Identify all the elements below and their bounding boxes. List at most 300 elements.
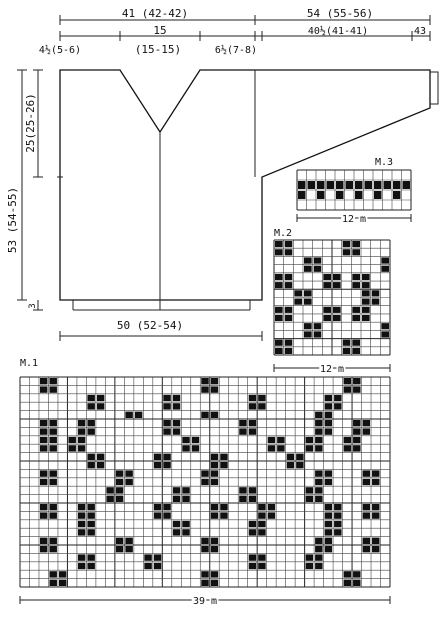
filled-stitch-cell (365, 181, 373, 189)
filled-stitch-cell (344, 571, 351, 577)
filled-stitch-cell (325, 521, 332, 527)
filled-stitch-cell (393, 181, 401, 189)
filled-stitch-cell (49, 470, 56, 476)
filled-stitch-cell (87, 529, 94, 535)
filled-stitch-cell (154, 462, 161, 468)
filled-stitch-cell (343, 249, 351, 255)
filled-stitch-cell (268, 504, 275, 510)
filled-stitch-cell (352, 307, 360, 313)
filled-stitch-cell (325, 479, 332, 485)
filled-stitch-cell (353, 571, 360, 577)
filled-stitch-cell (355, 191, 363, 199)
filled-stitch-cell (372, 546, 379, 552)
filled-stitch-cell (317, 181, 325, 189)
filled-stitch-cell (201, 479, 208, 485)
filled-stitch-cell (211, 538, 218, 544)
filled-stitch-cell (362, 290, 370, 296)
filled-stitch-cell (192, 445, 199, 451)
filled-stitch-cell (97, 403, 104, 409)
filled-stitch-cell (211, 462, 218, 468)
filled-stitch-cell (325, 428, 332, 434)
filled-stitch-cell (353, 420, 360, 426)
filled-stitch-cell (314, 323, 322, 329)
filled-stitch-cell (258, 521, 265, 527)
filled-stitch-cell (68, 437, 75, 443)
filled-stitch-cell (381, 266, 389, 272)
filled-stitch-cell (163, 395, 170, 401)
filled-stitch-cell (258, 504, 265, 510)
filled-stitch-cell (325, 420, 332, 426)
filled-stitch-cell (268, 437, 275, 443)
filled-stitch-cell (87, 428, 94, 434)
filled-stitch-cell (49, 512, 56, 518)
filled-stitch-cell (87, 403, 94, 409)
filled-stitch-cell (275, 282, 283, 288)
filled-stitch-cell (314, 257, 322, 263)
filled-stitch-cell (393, 191, 401, 199)
filled-stitch-cell (323, 274, 331, 280)
filled-stitch-cell (285, 274, 293, 280)
filled-stitch-cell (220, 504, 227, 510)
filled-stitch-cell (106, 496, 113, 502)
filled-stitch-cell (249, 395, 256, 401)
filled-stitch-cell (362, 282, 370, 288)
filled-stitch-cell (78, 445, 85, 451)
filled-stitch-cell (97, 454, 104, 460)
filled-stitch-cell (363, 420, 370, 426)
filled-stitch-cell (362, 274, 370, 280)
filled-stitch-cell (315, 479, 322, 485)
filled-stitch-cell (154, 563, 161, 569)
filled-stitch-cell (201, 386, 208, 392)
filled-stitch-cell (277, 437, 284, 443)
filled-stitch-cell (40, 428, 47, 434)
filled-stitch-cell (201, 470, 208, 476)
filled-stitch-cell (78, 521, 85, 527)
filled-stitch-cell (249, 529, 256, 535)
filled-stitch-cell (344, 378, 351, 384)
filled-stitch-cell (355, 181, 363, 189)
filled-stitch-cell (306, 487, 313, 493)
filled-stitch-cell (275, 274, 283, 280)
filled-stitch-cell (249, 554, 256, 560)
filled-stitch-cell (135, 412, 142, 418)
filled-stitch-cell (125, 538, 132, 544)
filled-stitch-cell (372, 504, 379, 510)
filled-stitch-cell (87, 504, 94, 510)
filled-stitch-cell (325, 395, 332, 401)
filled-stitch-cell (352, 241, 360, 247)
filled-stitch-cell (285, 340, 293, 346)
neck-width-alt-label: (15-15) (134, 43, 182, 56)
filled-stitch-cell (211, 504, 218, 510)
filled-stitch-cell (304, 323, 312, 329)
body-width-label: 50 (52-54) (116, 319, 184, 332)
filled-stitch-cell (304, 257, 312, 263)
filled-stitch-cell (249, 563, 256, 569)
filled-stitch-cell (352, 315, 360, 321)
filled-stitch-cell (40, 538, 47, 544)
filled-stitch-cell (49, 445, 56, 451)
filled-stitch-cell (201, 546, 208, 552)
filled-stitch-cell (363, 479, 370, 485)
filled-stitch-cell (344, 580, 351, 586)
chart-m2 (274, 240, 390, 355)
filled-stitch-cell (323, 282, 331, 288)
filled-stitch-cell (220, 462, 227, 468)
filled-stitch-cell (49, 428, 56, 434)
filled-stitch-cell (334, 521, 341, 527)
filled-stitch-cell (125, 412, 132, 418)
filled-stitch-cell (116, 487, 123, 493)
filled-stitch-cell (325, 403, 332, 409)
filled-stitch-cell (362, 307, 370, 313)
filled-stitch-cell (268, 445, 275, 451)
filled-stitch-cell (211, 512, 218, 518)
filled-stitch-cell (49, 504, 56, 510)
filled-stitch-cell (173, 487, 180, 493)
filled-stitch-cell (173, 428, 180, 434)
filled-stitch-cell (173, 529, 180, 535)
filled-stitch-cell (287, 462, 294, 468)
cuff-label: 43 (413, 26, 427, 37)
filled-stitch-cell (59, 571, 66, 577)
filled-stitch-cell (49, 571, 56, 577)
filled-stitch-cell (304, 299, 312, 305)
filled-stitch-cell (201, 571, 208, 577)
filled-stitch-cell (211, 580, 218, 586)
filled-stitch-cell (314, 331, 322, 337)
filled-stitch-cell (275, 340, 283, 346)
chart-m3-width-label: 12 m (341, 214, 367, 225)
filled-stitch-cell (374, 191, 382, 199)
filled-stitch-cell (315, 420, 322, 426)
chart-m2-title: M.2 (274, 228, 293, 239)
filled-stitch-cell (40, 546, 47, 552)
filled-stitch-cell (333, 315, 341, 321)
filled-stitch-cell (285, 307, 293, 313)
filled-stitch-cell (353, 428, 360, 434)
chart-m3 (297, 170, 411, 210)
sleeve-main-label: 40½(41-41) (307, 26, 369, 37)
filled-stitch-cell (363, 512, 370, 518)
filled-stitch-cell (78, 504, 85, 510)
filled-stitch-cell (211, 546, 218, 552)
filled-stitch-cell (68, 445, 75, 451)
filled-stitch-cell (315, 563, 322, 569)
filled-stitch-cell (258, 512, 265, 518)
filled-stitch-cell (116, 546, 123, 552)
filled-stitch-cell (201, 412, 208, 418)
filled-stitch-cell (304, 290, 312, 296)
chart-m1-title: M.1 (20, 358, 39, 369)
filled-stitch-cell (285, 348, 293, 354)
filled-stitch-cell (384, 181, 392, 189)
filled-stitch-cell (381, 257, 389, 263)
filled-stitch-cell (211, 386, 218, 392)
filled-stitch-cell (163, 428, 170, 434)
filled-stitch-cell (304, 266, 312, 272)
filled-stitch-cell (323, 315, 331, 321)
filled-stitch-cell (144, 563, 151, 569)
filled-stitch-cell (87, 554, 94, 560)
filled-stitch-cell (163, 512, 170, 518)
filled-stitch-cell (87, 395, 94, 401)
body-length-label: 53 (54-55) (6, 186, 19, 254)
filled-stitch-cell (334, 504, 341, 510)
filled-stitch-cell (78, 529, 85, 535)
filled-stitch-cell (343, 340, 351, 346)
top-total-label: 41 (42-42) (121, 7, 189, 20)
filled-stitch-cell (59, 580, 66, 586)
filled-stitch-cell (87, 512, 94, 518)
filled-stitch-cell (258, 554, 265, 560)
filled-stitch-cell (116, 496, 123, 502)
filled-stitch-cell (49, 538, 56, 544)
filled-stitch-cell (173, 395, 180, 401)
filled-stitch-cell (258, 403, 265, 409)
filled-stitch-cell (306, 496, 313, 502)
filled-stitch-cell (308, 181, 316, 189)
filled-stitch-cell (298, 191, 306, 199)
filled-stitch-cell (336, 181, 344, 189)
filled-stitch-cell (182, 437, 189, 443)
chart-m1-width-label: 39 m (192, 596, 218, 607)
filled-stitch-cell (211, 378, 218, 384)
filled-stitch-cell (277, 445, 284, 451)
filled-stitch-cell (78, 563, 85, 569)
filled-stitch-cell (363, 546, 370, 552)
filled-stitch-cell (40, 504, 47, 510)
filled-stitch-cell (97, 462, 104, 468)
filled-stitch-cell (182, 496, 189, 502)
filled-stitch-cell (333, 282, 341, 288)
filled-stitch-cell (49, 580, 56, 586)
chart-m2-width-label: 12 m (319, 364, 345, 375)
filled-stitch-cell (201, 580, 208, 586)
filled-stitch-cell (381, 323, 389, 329)
filled-stitch-cell (163, 420, 170, 426)
filled-stitch-cell (154, 512, 161, 518)
filled-stitch-cell (363, 538, 370, 544)
filled-stitch-cell (87, 521, 94, 527)
filled-stitch-cell (315, 428, 322, 434)
filled-stitch-cell (87, 462, 94, 468)
filled-stitch-cell (372, 290, 380, 296)
filled-stitch-cell (333, 307, 341, 313)
filled-stitch-cell (325, 470, 332, 476)
filled-stitch-cell (275, 249, 283, 255)
filled-stitch-cell (296, 462, 303, 468)
filled-stitch-cell (285, 282, 293, 288)
filled-stitch-cell (49, 437, 56, 443)
filled-stitch-cell (336, 191, 344, 199)
filled-stitch-cell (314, 266, 322, 272)
filled-stitch-cell (40, 512, 47, 518)
filled-stitch-cell (163, 454, 170, 460)
filled-stitch-cell (97, 395, 104, 401)
filled-stitch-cell (154, 504, 161, 510)
filled-stitch-cell (144, 554, 151, 560)
filled-stitch-cell (87, 420, 94, 426)
filled-stitch-cell (182, 445, 189, 451)
filled-stitch-cell (239, 420, 246, 426)
filled-stitch-cell (173, 521, 180, 527)
filled-stitch-cell (78, 420, 85, 426)
filled-stitch-cell (249, 487, 256, 493)
filled-stitch-cell (374, 181, 382, 189)
filled-stitch-cell (325, 512, 332, 518)
filled-stitch-cell (258, 395, 265, 401)
filled-stitch-cell (211, 412, 218, 418)
filled-stitch-cell (116, 470, 123, 476)
filled-stitch-cell (325, 529, 332, 535)
filled-stitch-cell (192, 437, 199, 443)
filled-stitch-cell (352, 340, 360, 346)
filled-stitch-cell (78, 437, 85, 443)
filled-stitch-cell (353, 386, 360, 392)
filled-stitch-cell (239, 487, 246, 493)
filled-stitch-cell (344, 437, 351, 443)
filled-stitch-cell (211, 479, 218, 485)
filled-stitch-cell (346, 181, 354, 189)
filled-stitch-cell (40, 386, 47, 392)
filled-stitch-cell (334, 512, 341, 518)
filled-stitch-cell (285, 315, 293, 321)
filled-stitch-cell (344, 386, 351, 392)
filled-stitch-cell (275, 241, 283, 247)
filled-stitch-cell (40, 479, 47, 485)
filled-stitch-cell (343, 241, 351, 247)
filled-stitch-cell (352, 274, 360, 280)
filled-stitch-cell (239, 428, 246, 434)
filled-stitch-cell (372, 470, 379, 476)
filled-stitch-cell (325, 412, 332, 418)
filled-stitch-cell (372, 299, 380, 305)
filled-stitch-cell (315, 437, 322, 443)
filled-stitch-cell (372, 538, 379, 544)
filled-stitch-cell (296, 454, 303, 460)
filled-stitch-cell (353, 580, 360, 586)
filled-stitch-cell (173, 496, 180, 502)
filled-stitch-cell (275, 307, 283, 313)
filled-stitch-cell (306, 563, 313, 569)
filled-stitch-cell (49, 479, 56, 485)
filled-stitch-cell (87, 454, 94, 460)
neck-width-label: 15 (153, 24, 167, 37)
filled-stitch-cell (362, 299, 370, 305)
filled-stitch-cell (163, 504, 170, 510)
filled-stitch-cell (220, 454, 227, 460)
filled-stitch-cell (323, 307, 331, 313)
filled-stitch-cell (306, 554, 313, 560)
filled-stitch-cell (173, 403, 180, 409)
filled-stitch-cell (315, 487, 322, 493)
filled-stitch-cell (334, 403, 341, 409)
filled-stitch-cell (201, 378, 208, 384)
filled-stitch-cell (325, 546, 332, 552)
filled-stitch-cell (78, 512, 85, 518)
filled-stitch-cell (40, 378, 47, 384)
filled-stitch-cell (285, 249, 293, 255)
filled-stitch-cell (325, 538, 332, 544)
filled-stitch-cell (154, 454, 161, 460)
filled-stitch-cell (220, 512, 227, 518)
filled-stitch-cell (352, 282, 360, 288)
filled-stitch-cell (353, 378, 360, 384)
filled-stitch-cell (258, 563, 265, 569)
filled-stitch-cell (315, 546, 322, 552)
sleeve-length-label: 54 (55-56) (306, 7, 374, 20)
chart-m3-title: M.3 (375, 157, 394, 168)
filled-stitch-cell (239, 496, 246, 502)
filled-stitch-cell (40, 470, 47, 476)
filled-stitch-cell (333, 274, 341, 280)
side-right-label: 6½(7-8) (214, 45, 258, 56)
filled-stitch-cell (182, 529, 189, 535)
filled-stitch-cell (363, 428, 370, 434)
filled-stitch-cell (306, 445, 313, 451)
bottom-dimension-line (60, 331, 262, 341)
filled-stitch-cell (163, 462, 170, 468)
filled-stitch-cell (294, 290, 302, 296)
filled-stitch-cell (275, 348, 283, 354)
filled-stitch-cell (49, 546, 56, 552)
filled-stitch-cell (40, 420, 47, 426)
filled-stitch-cell (40, 445, 47, 451)
filled-stitch-cell (362, 315, 370, 321)
filled-stitch-cell (343, 348, 351, 354)
filled-stitch-cell (403, 181, 411, 189)
filled-stitch-cell (315, 496, 322, 502)
filled-stitch-cell (372, 512, 379, 518)
filled-stitch-cell (334, 529, 341, 535)
filled-stitch-cell (49, 386, 56, 392)
filled-stitch-cell (173, 420, 180, 426)
filled-stitch-cell (201, 538, 208, 544)
filled-stitch-cell (268, 512, 275, 518)
filled-stitch-cell (372, 479, 379, 485)
filled-stitch-cell (182, 487, 189, 493)
filled-stitch-cell (325, 504, 332, 510)
filled-stitch-cell (163, 403, 170, 409)
filled-stitch-cell (49, 420, 56, 426)
filled-stitch-cell (344, 445, 351, 451)
filled-stitch-cell (249, 496, 256, 502)
filled-stitch-cell (327, 181, 335, 189)
filled-stitch-cell (116, 479, 123, 485)
hem-label: 3 (28, 303, 38, 309)
filled-stitch-cell (287, 454, 294, 460)
filled-stitch-cell (78, 554, 85, 560)
filled-stitch-cell (306, 437, 313, 443)
filled-stitch-cell (334, 395, 341, 401)
filled-stitch-cell (381, 331, 389, 337)
filled-stitch-cell (352, 348, 360, 354)
filled-stitch-cell (249, 521, 256, 527)
filled-stitch-cell (315, 554, 322, 560)
filled-stitch-cell (87, 563, 94, 569)
filled-stitch-cell (125, 470, 132, 476)
filled-stitch-cell (315, 470, 322, 476)
filled-stitch-cell (315, 538, 322, 544)
filled-stitch-cell (78, 428, 85, 434)
chart-m1 (20, 377, 390, 587)
filled-stitch-cell (211, 454, 218, 460)
filled-stitch-cell (106, 487, 113, 493)
filled-stitch-cell (249, 420, 256, 426)
filled-stitch-cell (353, 437, 360, 443)
